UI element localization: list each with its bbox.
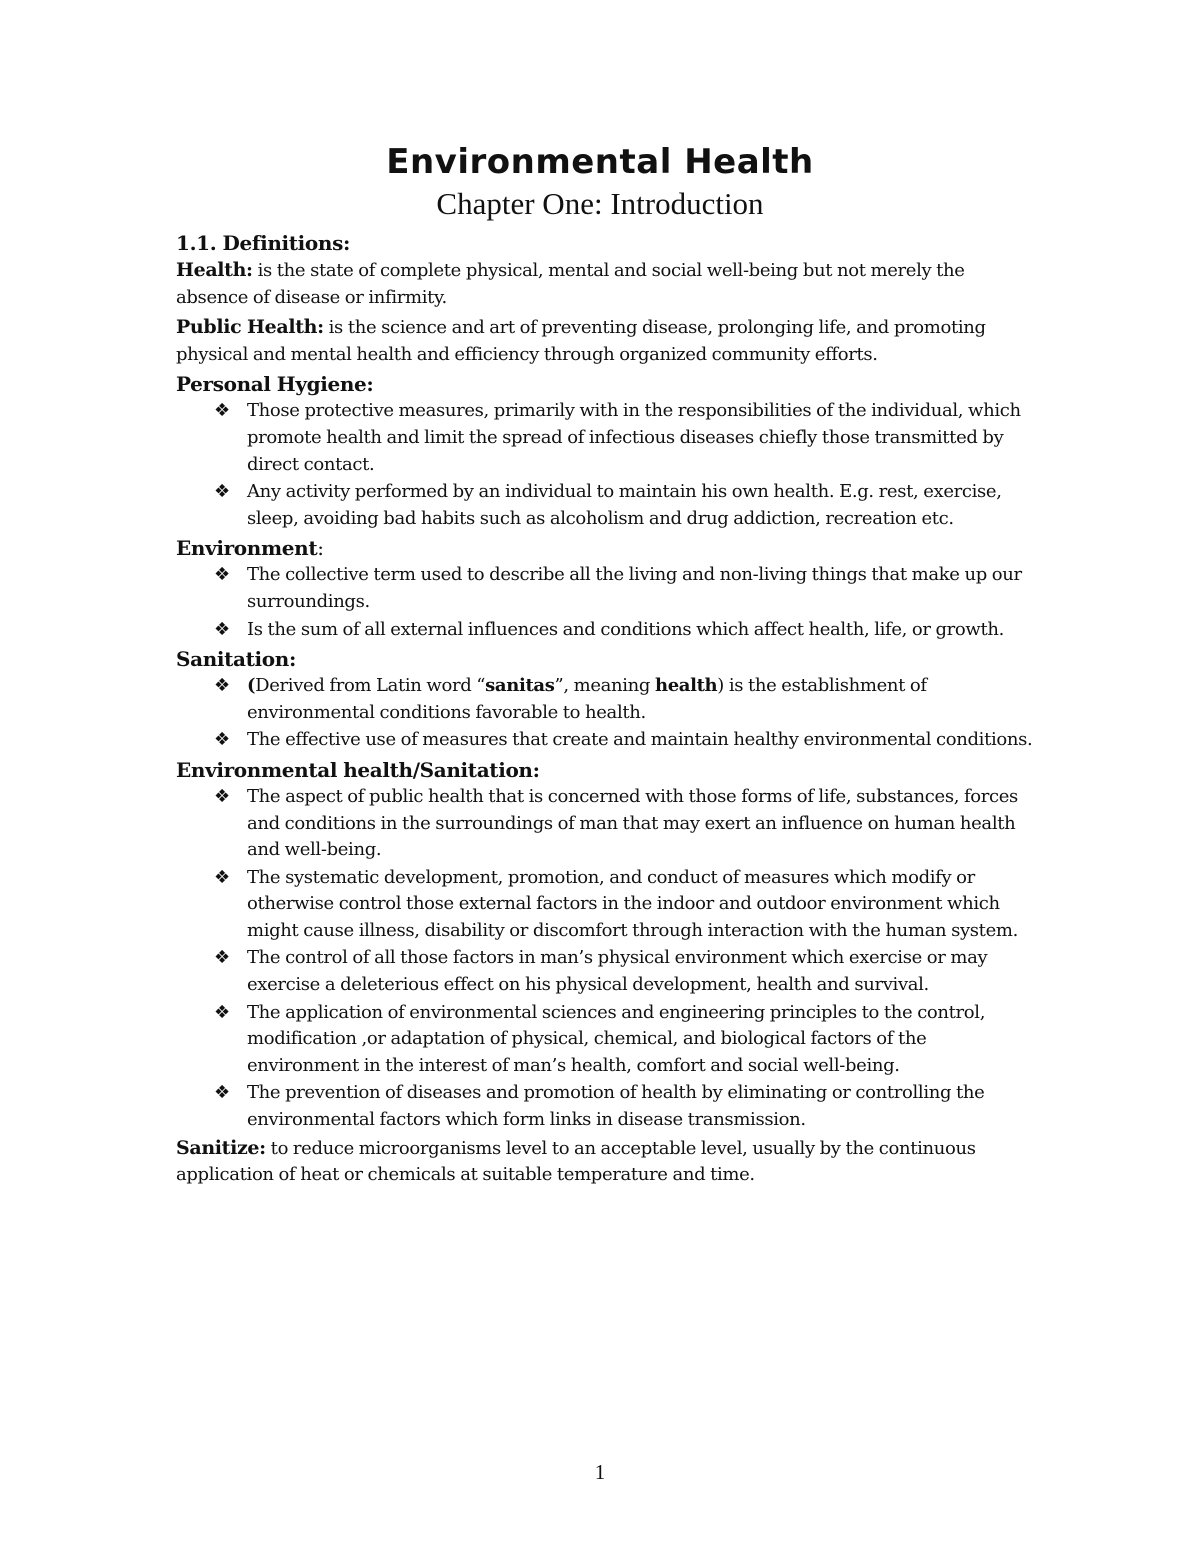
personal-hygiene-list — [176, 398, 1036, 532]
list-item-text: The effective use of measures that create and maintain healthy environmental conditions. — [247, 729, 1033, 751]
environment-heading-text: Environment — [176, 536, 318, 561]
list-item — [176, 945, 1036, 998]
list-item-text: Any activity performed by an individual to maintain his own health. E.g. rest, exercise, sleep, avoiding bad habits such as alcoholism and drug addiction, recreation etc. — [247, 481, 1002, 529]
list-item-text: Is the sum of all external influences and conditions which affect health, life, or growth. — [247, 618, 1004, 640]
sanitize-text: to reduce microorganisms level to an acceptable level, usually by the continuous application of heat or chemicals at suitable temperature and time. — [176, 1137, 976, 1186]
four-diamond-bullet-icon: ❖ — [214, 564, 230, 586]
four-diamond-bullet-icon: ❖ — [214, 866, 230, 888]
four-diamond-bullet-icon: ❖ — [214, 400, 230, 422]
list-item-text: The prevention of diseases and promotion of health by eliminating or controlling the environmental factors which form links in disease transmission. — [247, 1082, 985, 1131]
four-diamond-bullet-icon: ❖ — [214, 729, 230, 751]
health-term: Health: — [176, 259, 253, 281]
list-item — [176, 865, 1036, 945]
four-diamond-bullet-icon: ❖ — [214, 947, 230, 969]
public-health-definition — [176, 314, 1036, 368]
list-item — [176, 479, 1036, 532]
list-item — [176, 562, 1036, 615]
definitions-heading: 1.1. Definitions: — [176, 231, 351, 255]
environment-heading-colon: : — [317, 536, 324, 561]
list-item — [176, 398, 1036, 478]
four-diamond-bullet-icon: ❖ — [214, 618, 230, 640]
four-diamond-bullet-icon: ❖ — [214, 785, 230, 807]
sanitation-text-post: ) is the establishment of environmental conditions favorable to health. — [247, 675, 927, 723]
list-item-text: The application of environmental sciences and engineering principles to the control, modification ,or adaptation of physical, chemical, and biological factors of the environment in the interest of man’s health, comfort and social well-being. — [247, 1001, 986, 1076]
four-diamond-bullet-icon: ❖ — [214, 1001, 230, 1023]
public-health-term: Public Health: — [176, 316, 324, 339]
list-item — [176, 1000, 1036, 1080]
four-diamond-bullet-icon: ❖ — [214, 675, 230, 697]
list-item — [176, 784, 1036, 864]
document-body — [176, 227, 1036, 1189]
sanitation-heading: Sanitation: — [176, 647, 296, 672]
public-health-text: is the science and art of preventing disease, prolonging life, and promoting physical and mental health and efficiency through organized community efforts. — [176, 317, 986, 365]
list-item — [176, 617, 1036, 644]
environment-list — [176, 562, 1036, 643]
environmental-health-list — [176, 784, 1036, 1134]
list-item-text: The systematic development, promotion, and conduct of measures which modify or otherwise control those external factors in the indoor and outdoor environment which might cause illness, disability or discomfort through interaction with the human system. — [247, 866, 1018, 941]
environmental-health-heading: Environmental health/Sanitation: — [176, 757, 540, 782]
health-word: health — [654, 675, 718, 697]
list-item-text: Those protective measures, primarily with in the responsibilities of the individual, which promote health and limit the spread of infectious diseases chiefly those transmitted by direct contact. — [247, 400, 1021, 475]
four-diamond-bullet-icon: ❖ — [214, 1082, 230, 1104]
list-item-text: The aspect of public health that is concerned with those forms of life, substances, forces and conditions in the surroundings of man that may exert an influence on human health and well-being. — [247, 785, 1018, 861]
sanitation-list — [176, 673, 1036, 754]
health-definition — [176, 257, 1036, 311]
list-item — [176, 673, 1036, 726]
list-item-text: The collective term used to describe all the living and non-living things that make up our surroundings. — [247, 564, 1022, 612]
sanitation-text-mid: ”, meaning — [554, 675, 655, 697]
page-number: 1 — [594, 1460, 606, 1484]
health-text: is the state of complete physical, mental and social well-being but not merely the absence of disease or infirmity. — [176, 260, 965, 308]
list-item — [176, 727, 1036, 754]
personal-hygiene-heading: Personal Hygiene: — [176, 372, 374, 397]
list-item — [176, 1080, 1036, 1133]
document-title: Environmental Health — [386, 142, 814, 182]
environment-heading — [176, 534, 1036, 562]
sanitas-word: sanitas — [485, 675, 555, 697]
list-item-text: The control of all those factors in man’s physical environment which exercise or may exercise a deleterious effect on his physical development, health and survival. — [247, 947, 988, 996]
sanitize-definition — [176, 1135, 1036, 1189]
sanitation-open-paren: ( — [247, 675, 256, 697]
sanitize-term: Sanitize: — [176, 1136, 266, 1159]
chapter-subtitle: Chapter One: Introduction — [436, 186, 764, 221]
four-diamond-bullet-icon: ❖ — [214, 481, 230, 503]
sanitation-text-pre: Derived from Latin word “ — [255, 675, 486, 697]
